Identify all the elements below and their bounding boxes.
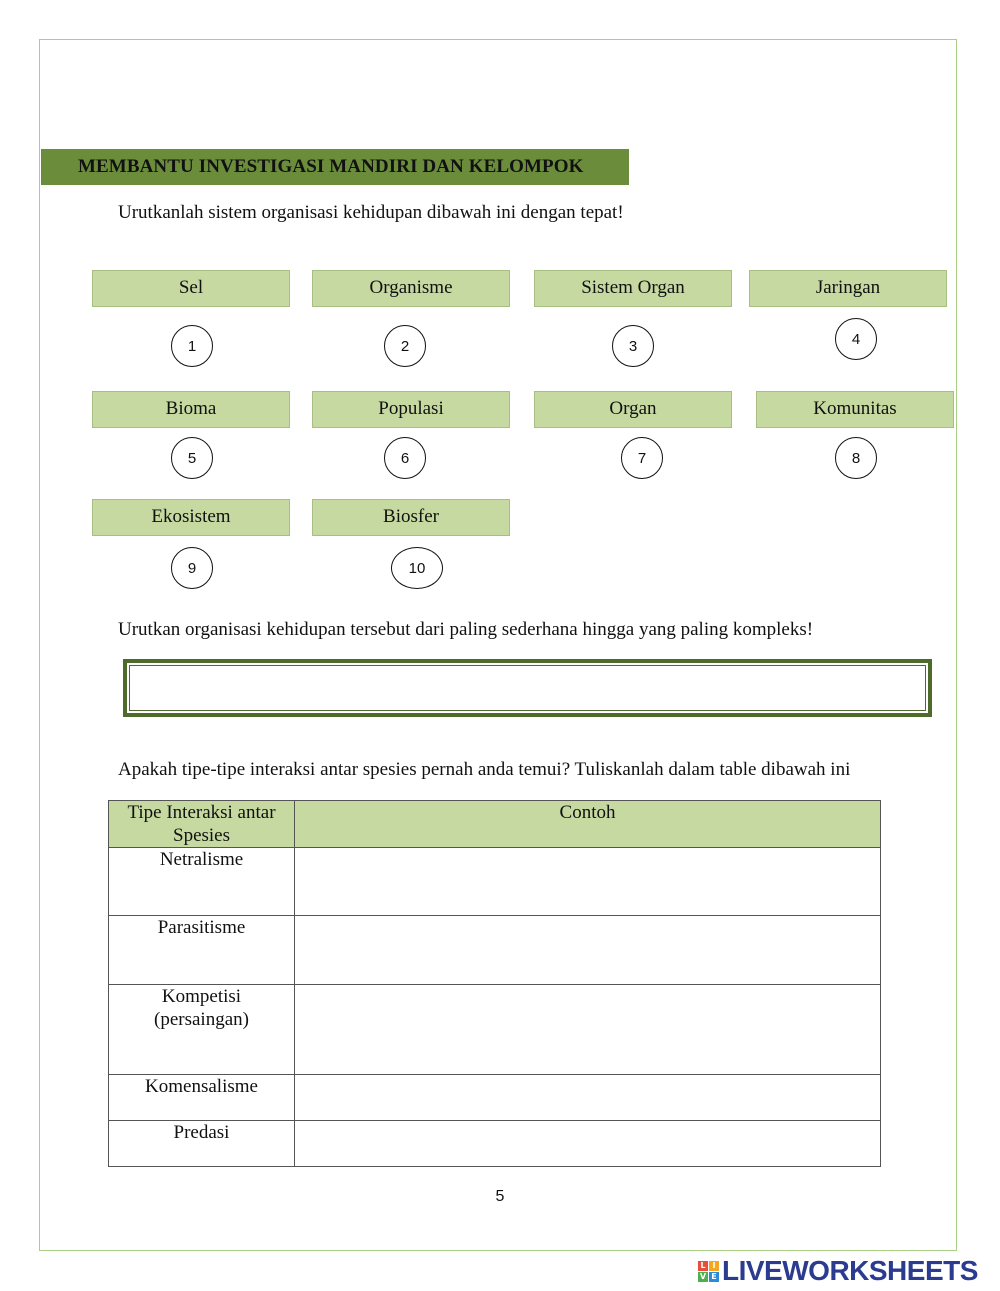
number-circle-5: 5 xyxy=(171,437,213,479)
liveworksheets-logo[interactable] xyxy=(698,1256,978,1286)
number-circle-7: 7 xyxy=(621,437,663,479)
number-circle-2: 2 xyxy=(384,325,426,367)
instruction-order-systems: Urutkanlah sistem organisasi kehidupan dibawah ini dengan tepat! xyxy=(118,202,624,223)
logo-letter-l: L xyxy=(698,1261,708,1271)
card-ekosistem[interactable]: Ekosistem xyxy=(92,499,290,536)
number-circle-6: 6 xyxy=(384,437,426,479)
row-example-netralisme[interactable] xyxy=(295,848,881,916)
number-circle-4: 4 xyxy=(835,318,877,360)
liveworksheets-icon xyxy=(698,1261,719,1282)
number-circle-8: 8 xyxy=(835,437,877,479)
logo-letter-i: I xyxy=(709,1261,719,1271)
table-row xyxy=(109,1075,881,1121)
number-circle-10: 10 xyxy=(391,547,443,589)
row-type-komensalisme: Komensalisme xyxy=(109,1075,295,1121)
row-example-predasi[interactable] xyxy=(295,1121,881,1167)
card-komunitas[interactable]: Komunitas xyxy=(756,391,954,428)
row-type-netralisme: Netralisme xyxy=(109,848,295,916)
card-biosfer[interactable]: Biosfer xyxy=(312,499,510,536)
answer-box[interactable] xyxy=(123,659,932,717)
answer-box-inner[interactable] xyxy=(129,665,926,711)
instruction-interaction-types: Apakah tipe-tipe interaksi antar spesies pernah anda temui? Tuliskanlah dalam table dibawah ini xyxy=(118,759,851,780)
number-circle-1: 1 xyxy=(171,325,213,367)
section-banner xyxy=(41,149,629,185)
row-type-parasitisme: Parasitisme xyxy=(109,916,295,985)
instruction-simple-to-complex: Urutkan organisasi kehidupan tersebut dari paling sederhana hingga yang paling kompleks! xyxy=(118,619,814,640)
row-type-kompetisi: Kompetisi (persaingan) xyxy=(109,985,295,1075)
card-populasi[interactable]: Populasi xyxy=(312,391,510,428)
card-organisme[interactable]: Organisme xyxy=(312,270,510,307)
page-number: 5 xyxy=(495,1188,505,1205)
card-sistem-organ[interactable]: Sistem Organ xyxy=(534,270,732,307)
row-example-komensalisme[interactable] xyxy=(295,1075,881,1121)
header-example: Contoh xyxy=(295,801,881,848)
brand-name: LIVEWORKSHEETS xyxy=(722,1255,978,1286)
header-type: Tipe Interaksi antar Spesies xyxy=(109,801,295,848)
interaction-table xyxy=(108,800,881,1167)
row-type-predasi: Predasi xyxy=(109,1121,295,1167)
table-row xyxy=(109,1121,881,1167)
table-row xyxy=(109,985,881,1075)
banner-title: MEMBANTU INVESTIGASI MANDIRI DAN KELOMPOK xyxy=(78,156,584,177)
card-sel[interactable]: Sel xyxy=(92,270,290,307)
table-row xyxy=(109,848,881,916)
logo-letter-v: V xyxy=(699,1272,707,1281)
table-header-row xyxy=(109,801,881,848)
card-jaringan[interactable]: Jaringan xyxy=(749,270,947,307)
card-bioma[interactable]: Bioma xyxy=(92,391,290,428)
row-example-parasitisme[interactable] xyxy=(295,916,881,985)
table-row xyxy=(109,916,881,985)
card-organ[interactable]: Organ xyxy=(534,391,732,428)
number-circle-3: 3 xyxy=(612,325,654,367)
logo-letter-e: E xyxy=(709,1272,719,1282)
number-circle-9: 9 xyxy=(171,547,213,589)
row-example-kompetisi[interactable] xyxy=(295,985,881,1075)
